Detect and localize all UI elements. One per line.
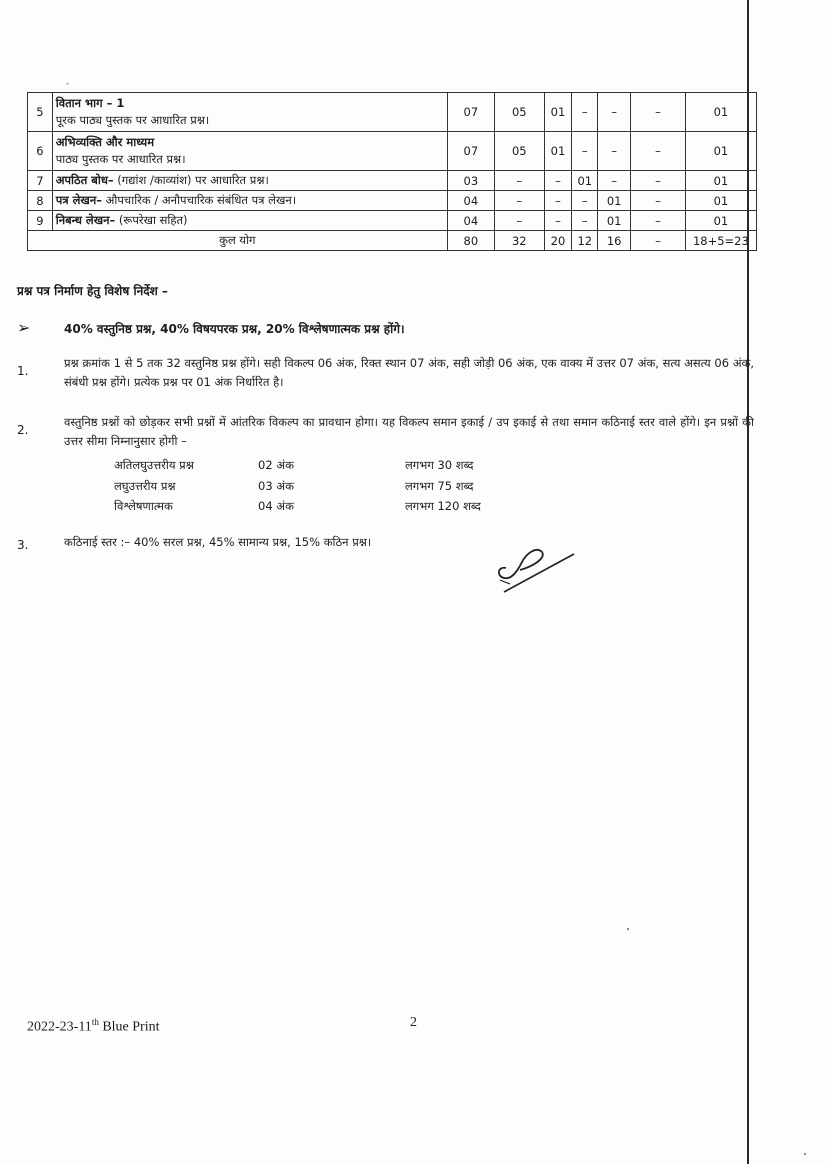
cell-la: – xyxy=(598,93,631,132)
cell-vsa: – xyxy=(544,191,572,211)
total-other: – xyxy=(631,231,686,251)
item-number: 3. xyxy=(17,538,29,552)
scan-speck xyxy=(627,928,629,930)
table-row xyxy=(28,93,757,132)
footer-label: Blue Print xyxy=(98,1019,160,1035)
row-title: अपठित बोध– xyxy=(55,173,114,187)
cell-objective: – xyxy=(495,191,544,211)
row-title: पत्र लेखन– xyxy=(55,193,102,207)
row-subtitle: (गद्यांश /काव्यांश) पर आधारित प्रश्न। xyxy=(117,173,269,187)
cell-la: – xyxy=(598,171,631,191)
cell-sa: – xyxy=(572,132,598,171)
cell-other: – xyxy=(631,211,686,231)
limit-marks: 03 अंक xyxy=(258,479,294,493)
cell-vsa: – xyxy=(544,211,572,231)
limit-type: लघुउत्तरीय प्रश्न xyxy=(114,479,176,493)
cell-total-questions: 01 xyxy=(685,132,756,171)
limit-words: लगभग 30 शब्द xyxy=(405,458,474,472)
row-description xyxy=(52,171,447,191)
total-la: 16 xyxy=(598,231,631,251)
item-number: 1. xyxy=(17,364,29,378)
distribution-note: 40% वस्तुनिष्ठ प्रश्न, 40% विषयपरक प्रश्न, 20% विश्लेषणात्मक प्रश्न होंगे। xyxy=(64,322,405,336)
cell-vsa: 01 xyxy=(544,132,572,171)
cell-total-marks: 07 xyxy=(447,132,494,171)
row-description xyxy=(52,211,447,231)
table-row xyxy=(28,191,757,211)
limit-type: विश्लेषणात्मक xyxy=(114,499,173,513)
handwritten-signature xyxy=(490,540,580,600)
cell-objective: – xyxy=(495,211,544,231)
page-number: 2 xyxy=(410,1015,417,1030)
total-objective: 32 xyxy=(495,231,544,251)
total-vsa: 20 xyxy=(544,231,572,251)
blueprint-table xyxy=(27,92,757,251)
cell-objective: – xyxy=(495,171,544,191)
cell-other: – xyxy=(631,132,686,171)
limit-type: अतिलघुउत्तरीय प्रश्न xyxy=(114,458,194,472)
row-description xyxy=(52,132,447,171)
row-number: 9 xyxy=(28,211,53,231)
table-total-row xyxy=(28,231,757,251)
instructions-heading: प्रश्न पत्र निर्माण हेतु विशेष निर्देश – xyxy=(17,284,168,298)
cell-total-marks: 03 xyxy=(447,171,494,191)
table-row xyxy=(28,132,757,171)
document-footer xyxy=(27,1017,160,1036)
scan-mark: ‸ xyxy=(66,74,70,85)
limit-words: लगभग 120 शब्द xyxy=(405,499,481,513)
total-questions: 18+5=23 xyxy=(685,231,756,251)
row-description xyxy=(52,191,447,211)
row-subtitle: औपचारिक / अनौपचारिक संबंधित पत्र लेखन। xyxy=(105,193,297,207)
instruction-item-3: कठिनाई स्तर :– 40% सरल प्रश्न, 45% सामान्य प्रश्न, 15% कठिन प्रश्न। xyxy=(64,535,372,549)
cell-la: – xyxy=(598,132,631,171)
cell-other: – xyxy=(631,171,686,191)
row-title: वितान भाग – 1 xyxy=(55,96,125,110)
cell-total-questions: 01 xyxy=(685,211,756,231)
cell-total-questions: 01 xyxy=(685,93,756,132)
cell-other: – xyxy=(631,191,686,211)
total-label: कुल योग xyxy=(28,231,448,251)
total-marks: 80 xyxy=(447,231,494,251)
cell-sa: – xyxy=(572,191,598,211)
instruction-item-1: प्रश्न क्रमांक 1 से 5 तक 32 वस्तुनिष्ठ प्रश्न होंगे। सही विकल्प 06 अंक, रिक्त स्थान 07 अंक, सही जोड़ी 06 अंक, एक वाक्य में उत्तर 07 अंक, सत्य असत्य 06 अंक, संबंधी प्रश्न होंगे। प्रत्येक प्रश्न पर 01 अंक निर्धारित है। xyxy=(64,356,754,389)
item-number: 2. xyxy=(17,423,29,437)
cell-total-questions: 01 xyxy=(685,191,756,211)
row-number: 5 xyxy=(28,93,53,132)
row-subtitle: (रूपरेखा सहित) xyxy=(118,213,188,227)
cell-total-marks: 04 xyxy=(447,211,494,231)
footer-superscript: th xyxy=(91,1017,99,1027)
cell-objective: 05 xyxy=(495,132,544,171)
table-row xyxy=(28,211,757,231)
footer-doc-code: 2022-23-11 xyxy=(27,1019,92,1035)
limit-marks: 04 अंक xyxy=(258,499,294,513)
row-subtitle: पूरक पाठ्य पुस्तक पर आधारित प्रश्न। xyxy=(55,113,210,127)
cell-sa: 01 xyxy=(572,171,598,191)
instruction-item-2: वस्तुनिष्ठ प्रश्नों को छोड़कर सभी प्रश्नों में आंतरिक विकल्प का प्रावधान होगा। यह विकल्प समान इकाई / उप इकाई से तथा समान कठिनाई स्तर वाले होंगे। इन प्रश्नों की उत्तर सीमा निम्नानुसार होगी – xyxy=(64,415,754,448)
cell-total-marks: 04 xyxy=(447,191,494,211)
row-subtitle: पाठ्य पुस्तक पर आधारित प्रश्न। xyxy=(55,152,186,166)
cell-total-marks: 07 xyxy=(447,93,494,132)
table-row xyxy=(28,171,757,191)
scan-speck xyxy=(804,1153,806,1155)
row-number: 7 xyxy=(28,171,53,191)
total-sa: 12 xyxy=(572,231,598,251)
cell-la: 01 xyxy=(598,211,631,231)
row-number: 8 xyxy=(28,191,53,211)
cell-other: – xyxy=(631,93,686,132)
cell-vsa: – xyxy=(544,171,572,191)
limit-words: लगभग 75 शब्द xyxy=(405,479,474,493)
cell-sa: – xyxy=(572,211,598,231)
arrow-bullet-icon: ➢ xyxy=(17,318,31,337)
cell-objective: 05 xyxy=(495,93,544,132)
row-title: अभिव्यक्ति और माध्यम xyxy=(55,135,155,149)
cell-sa: – xyxy=(572,93,598,132)
cell-vsa: 01 xyxy=(544,93,572,132)
limit-marks: 02 अंक xyxy=(258,458,294,472)
row-description xyxy=(52,93,447,132)
row-number: 6 xyxy=(28,132,53,171)
cell-la: 01 xyxy=(598,191,631,211)
row-title: निबन्ध लेखन– xyxy=(55,213,116,227)
cell-total-questions: 01 xyxy=(685,171,756,191)
